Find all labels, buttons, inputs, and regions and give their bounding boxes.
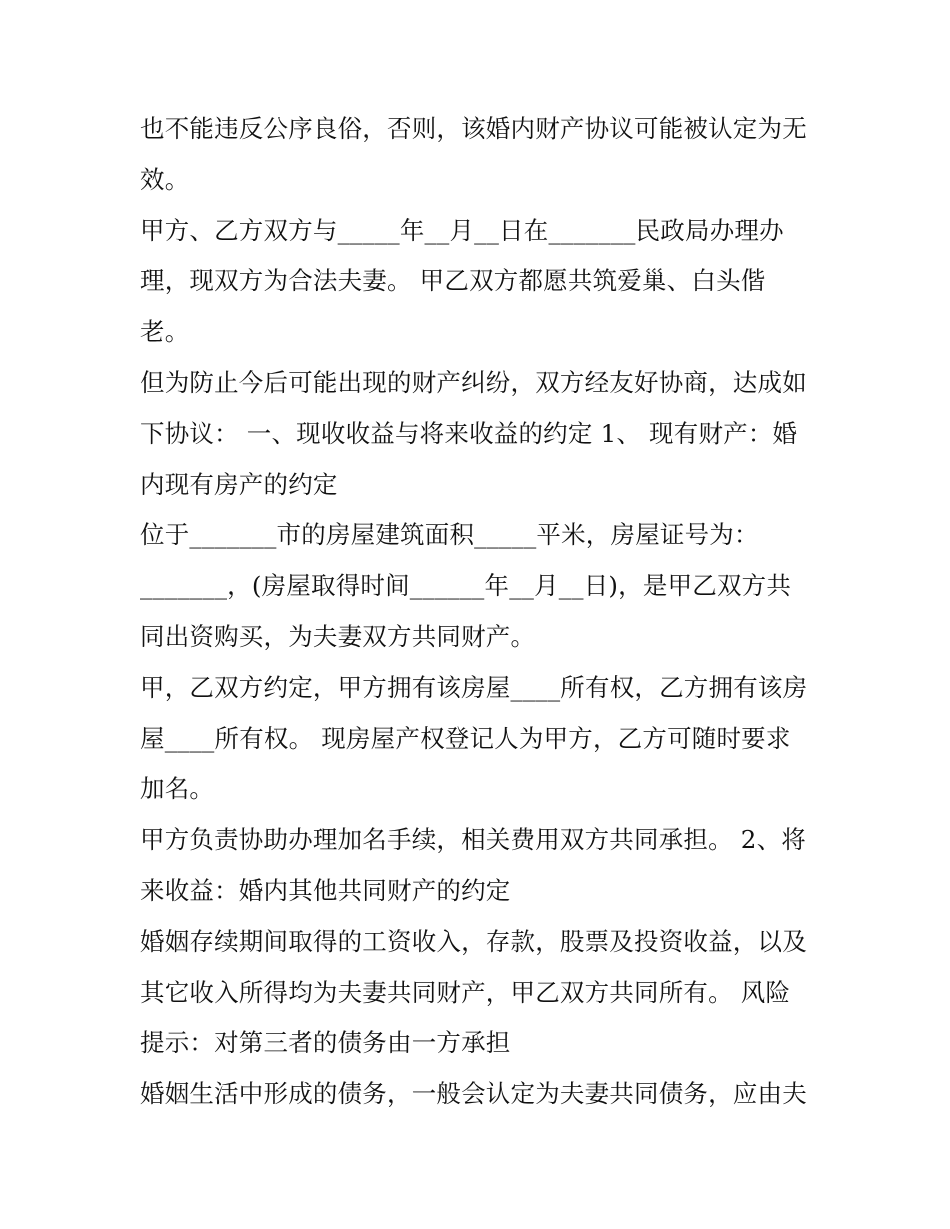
- text-line: 下协议： 一、现收收益与将来收益的约定 1、 现有财产：婚: [140, 418, 798, 448]
- text-line: 效。: [140, 164, 190, 194]
- text-line: 其它收入所得均为夫妻共同财产，甲乙双方共同所有。 风险: [140, 977, 791, 1007]
- text-line: 也不能违反公序良俗，否则，该婚内财产协议可能被认定为无: [140, 114, 807, 143]
- paragraph-joint-property: [140, 917, 830, 1069]
- paragraph-ownership-shares: [140, 663, 830, 815]
- text-line: 婚姻存续期间取得的工资收入，存款，股票及投资收益，以及: [140, 926, 807, 956]
- paragraph-marital-debts: [140, 1069, 830, 1120]
- text-line: _______，(房屋取得时间______年__月__日)，是甲乙双方共: [140, 571, 792, 601]
- text-line: 甲方负责协助办理加名手续，相关费用双方共同承担。 2、将: [140, 825, 806, 855]
- document-body: [140, 104, 830, 1120]
- text-line: 甲，乙双方约定，甲方拥有该房屋____所有权，乙方拥有该房: [140, 672, 808, 702]
- text-line: 位于_______市的房屋建筑面积_____平米，房屋证号为：: [140, 520, 759, 550]
- text-line: 老。: [140, 317, 190, 347]
- paragraph-invalidity-note: [140, 104, 830, 206]
- text-line: 内现有房产的约定: [140, 469, 338, 499]
- text-line: 理，现双方为合法夫妻。 甲乙双方都愿共筑爱巢、白头偕: [140, 266, 766, 296]
- text-line: 同出资购买，为夫妻双方共同财产。: [140, 621, 536, 651]
- paragraph-future-income: [140, 815, 830, 917]
- text-line: 婚姻生活中形成的债务，一般会认定为夫妻共同债务，应由夫: [140, 1079, 807, 1109]
- text-line: 甲方、乙方双方与_____年__月__日在_______民政局办理办: [140, 215, 784, 245]
- paragraph-agreement-intro: [140, 358, 830, 510]
- text-line: 来收益：婚内其他共同财产的约定: [140, 875, 511, 905]
- text-line: 加名。: [140, 774, 215, 804]
- text-line: 提示：对第三者的债务由一方承担: [140, 1028, 511, 1058]
- paragraph-marriage-registration: [140, 206, 830, 358]
- text-line: 屋____所有权。 现房屋产权登记人为甲方，乙方可随时要求: [140, 723, 791, 753]
- text-line: 但为防止今后可能出现的财产纠纷，双方经友好协商，达成如: [140, 367, 807, 397]
- paragraph-property-details: [140, 510, 830, 662]
